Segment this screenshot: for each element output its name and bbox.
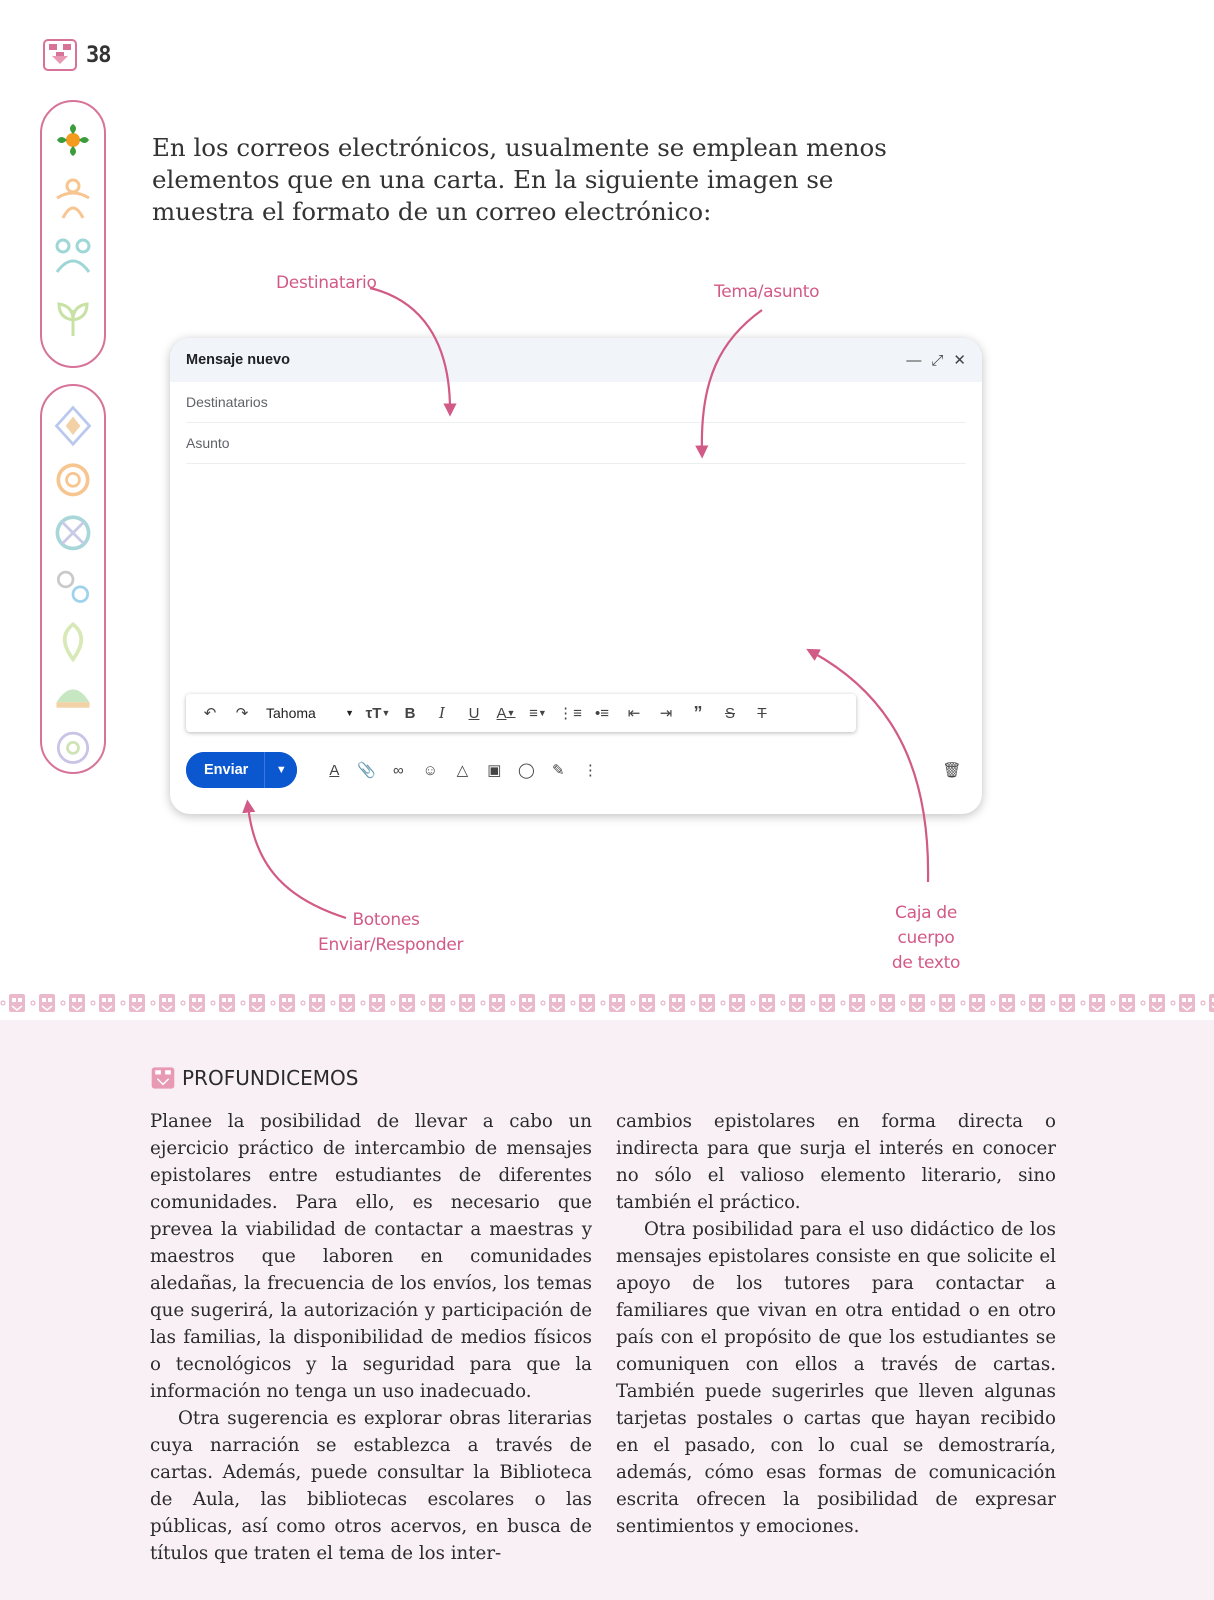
window-controls [906, 351, 966, 369]
eye-spiral-icon [49, 724, 97, 772]
column-right [616, 1108, 1056, 1540]
mask-logo-icon [42, 38, 78, 72]
strikethrough-icon[interactable]: S [724, 704, 735, 722]
send-options-button[interactable]: ▼ [265, 752, 297, 788]
subject-input[interactable] [186, 435, 966, 451]
recipients-input[interactable] [186, 394, 966, 410]
bold-icon[interactable]: B [404, 704, 416, 722]
photo-icon[interactable]: ▣ [487, 762, 502, 779]
font-select-value: Tahoma [266, 705, 316, 721]
send-button[interactable]: Enviar [186, 752, 265, 788]
align-icon[interactable]: ≡ ▼ [529, 704, 547, 722]
italic-icon[interactable]: I [439, 704, 445, 722]
arrow-botones [248, 806, 346, 918]
page-header [42, 38, 111, 72]
indent-more-icon[interactable]: ⇥ [659, 705, 673, 722]
font-select[interactable] [260, 699, 360, 727]
bulleted-list-icon[interactable]: •≡ [594, 704, 609, 722]
compose-header [170, 338, 982, 382]
formatting-options-icon[interactable]: A [329, 761, 340, 779]
side-rail-bottom [40, 384, 106, 774]
minimize-icon[interactable]: — [906, 351, 922, 369]
paragraph: Planee la posibilidad de llevar a cabo un ejercicio práctico de intercambio de mensajes epistolares entre estudiantes de diferentes comunidades. Para ello, es necesario que prevea la viabilidad de contactar a maestras y maestros que laboren en comunidades aledañas, la frecuencia de los envíos, los temas que sugerirá, la autorización y participación de las familias, la disponibilidad de medios físicos o tecnológicos y la seguridad para que la información no tenga un uso inadecuado. [150, 1111, 592, 1402]
text-size-icon[interactable]: τT ▼ [365, 704, 391, 722]
redo-icon[interactable]: ↷ [235, 705, 249, 722]
compose-tools [321, 756, 603, 784]
figure-teal-icon [49, 232, 97, 284]
close-icon[interactable]: ✕ [953, 352, 966, 369]
text-color-icon[interactable]: A ▼ [496, 704, 516, 722]
emoji-icon[interactable]: ☺ [422, 761, 438, 779]
page-number: 38 [86, 42, 111, 68]
collapse-icon[interactable]: ⤢ [931, 351, 944, 369]
compose-window [170, 338, 982, 814]
link-icon[interactable]: ∞ [392, 761, 404, 779]
underline-icon[interactable]: U [468, 704, 480, 722]
numbered-list-icon[interactable]: ⋮≡ [558, 705, 582, 722]
attach-icon[interactable]: 📎 [357, 762, 376, 779]
column-left [150, 1108, 592, 1567]
dome-icon [49, 671, 97, 719]
recipients-field [186, 382, 966, 423]
side-rail-top [40, 100, 106, 368]
quote-icon[interactable]: ” [693, 702, 703, 723]
compose-title: Mensaje nuevo [186, 352, 290, 368]
callout-caja-line1: Caja de cuerpo [895, 903, 957, 948]
callout-tema: Tema/asunto [714, 282, 820, 302]
mask-logo-icon [150, 1066, 176, 1090]
links-icon [49, 563, 97, 611]
circle-cross-icon [49, 509, 97, 557]
section-title-text: PROFUNDICEMOS [182, 1066, 359, 1090]
chevron-down-icon: ▼ [345, 708, 354, 718]
paragraph: Otra posibilidad para el uso didáctico de los mensajes epistolares consiste en que solicite el apoyo de los tutores para contactar a familiares que vivan en otra entidad o en otro país con el propósito de que los estudiantes se comuniquen con ellos a través de cartas. También puede sugerirles que lleven algunas tarjetas postales o cartas que hayan recibido en el pasado, con lo cual se demostraría, además, cómo esas formas de comunicación escrita ofrecen la posibilidad de expresar sentimientos y emociones. [616, 1219, 1056, 1537]
spiral-orange-icon [49, 456, 97, 504]
callout-destinatario: Destinatario [276, 273, 377, 293]
seed-growth-icon [49, 116, 97, 168]
ornament-band [0, 990, 1214, 1016]
callout-caja-line2: de texto [891, 953, 961, 973]
callout-botones [318, 908, 464, 958]
paragraph: cambios epistolares en forma directa o indirecta para que surja el interés en conocer no sólo el valioso elemento literario, sino también el práctico. [616, 1111, 1056, 1213]
trash-icon[interactable]: 🗑 [942, 762, 962, 779]
leaf-icon [49, 617, 97, 665]
more-options-icon[interactable]: ⋮ [582, 762, 598, 779]
figure-orange-icon [49, 174, 97, 226]
formatting-toolbar [186, 694, 856, 732]
section-title [150, 1066, 358, 1090]
callout-botones-line2: Enviar/Responder [318, 935, 464, 955]
message-body[interactable] [186, 466, 966, 686]
subject-field [186, 423, 966, 464]
callout-botones-line1: Botones [352, 910, 420, 930]
compose-actions [186, 750, 966, 790]
lock-icon[interactable]: ◯ [517, 762, 535, 779]
clear-format-icon[interactable]: T [757, 704, 767, 722]
signature-icon[interactable]: ✎ [552, 762, 565, 779]
undo-icon[interactable]: ↶ [203, 705, 217, 722]
drive-icon[interactable]: △ [456, 762, 469, 779]
callout-caja [866, 901, 986, 976]
paragraph: Otra sugerencia es explorar obras literarias cuya narración se establezca a través de cartas. Además, puede consultar la Biblioteca de Aula, las bibliotecas escolares o las públicas, así como otros acervos, en busca de títulos que traten el tema de los inter- [150, 1408, 592, 1564]
indent-less-icon[interactable]: ⇤ [627, 705, 641, 722]
intro-paragraph: En los correos electrónicos, usualmente se emplean menos elementos que en una carta. En la siguiente imagen se muestra el formato de un correo electrónico: [152, 133, 887, 226]
diamond-multicolor-icon [49, 402, 97, 450]
send-button-group [186, 752, 297, 788]
plant-green-icon [49, 290, 97, 342]
